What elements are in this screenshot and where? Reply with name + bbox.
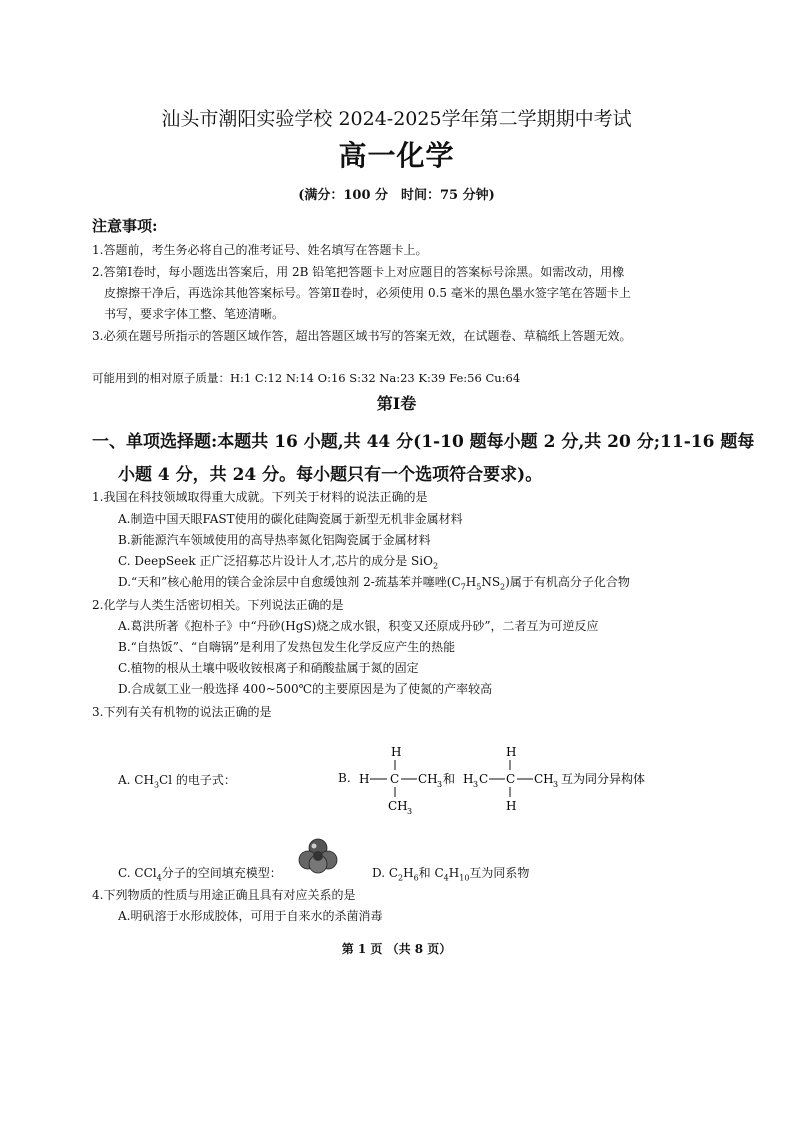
page-footer: 第 1 页 （共 8 页） <box>341 942 452 956</box>
question-1-option-c: C. DeepSeek 正广泛招募芯片设计人才,芯片的成分是 SiO$_2$ <box>118 554 439 571</box>
struct1-right-sub: 3 <box>437 780 443 789</box>
option-b-and: 和 <box>443 772 456 786</box>
struct2-left-sub: 3 <box>473 780 479 789</box>
ccl4-space-filling-model <box>298 838 338 874</box>
struct1-top-h: H <box>391 745 402 759</box>
option-b-rest: 互为同分异构体 <box>561 772 646 786</box>
struct1-center-c: C <box>390 772 400 786</box>
question-2-stem: 2.化学与人类生活密切相关。下列说法正确的是 <box>92 598 344 612</box>
section-heading-line2: 小题 4 分，共 24 分。每小题只有一个选项符合要求)。 <box>118 465 543 485</box>
question-2-option-d: D.合成氨工业一般选择 400~500℃的主要原因是为了使氮的产率较高 <box>118 682 493 696</box>
question-1-option-d: D.“天和”核心舱用的镁合金涂层中自愈缓蚀剂 2-巯基苯并噻唑$(C_7H_5NS_2)$属于有机高分子化合物 <box>118 575 630 592</box>
note-2: 2.答第Ⅰ卷时，每小题选出答案后，用 2B 铅笔把答题卡上对应题目的答案标号涂黑。如需改动，用橡 <box>92 265 625 279</box>
score-time-info: (满分：100 分 时间：75 分钟) <box>298 188 495 203</box>
question-2-option-c: C.植物的根从土壤中吸收铵根离子和硝酸盐属于氮的固定 <box>118 661 419 675</box>
struct1-right-ch: CH <box>418 772 438 786</box>
question-1-stem: 1.我国在科技领域取得重大成就。下列关于材料的说法正确的是 <box>92 490 428 504</box>
question-2-option-b: B.“自热饭”、“自嗨锅”是利用了发热包发生化学反应产生的热能 <box>118 640 456 654</box>
subject-title: 高一化学 <box>338 139 455 172</box>
question-1-option-a: A.制造中国天眼FAST使用的碳化硅陶瓷属于新型无机非金属材料 <box>118 512 463 526</box>
struct1-left-h: H <box>359 772 370 786</box>
struct2-right-sub: 3 <box>553 780 559 789</box>
question-3-option-a: A. $CH_3Cl$ 的电子式： <box>118 773 236 790</box>
struct1-bottom-ch: CH <box>388 799 408 813</box>
notes-heading: 注意事项: <box>92 217 158 235</box>
note-3: 3.必须在题号所指示的答题区域作答，超出答题区域书写的答案无效，在试题卷、草稿纸上答题无效。 <box>92 329 632 343</box>
question-4-option-a: A.明矾溶于水形成胶体，可用于自来水的杀菌消毒 <box>118 909 383 923</box>
question-3-option-d: D. $C_2H_6$和 $C_4H_{10}$互为同系物 <box>372 866 530 883</box>
struct1-bottom-sub: 3 <box>407 807 413 814</box>
struct2-bottom-h: H <box>506 799 517 813</box>
question-2-option-a: A.葛洪所著《抱朴子》中“丹砂(HgS)烧之成水银，积变又还原成丹砂”，二者互为可逆反应 <box>118 619 599 633</box>
volume-heading: 第Ⅰ卷 <box>376 394 417 413</box>
section-heading-line1: 一、单项选择题:本题共 16 小题,共 44 分(1-10 题每小题 2 分,共 20 分;11-16 题每 <box>92 432 755 452</box>
struct2-top-h: H <box>506 745 517 759</box>
question-3-option-c: C. CCl$_4$分子的空间填充模型： <box>118 866 282 883</box>
struct2-left-c: C <box>479 772 489 786</box>
question-4-stem: 4.下列物质的性质与用途正确且具有对应关系的是 <box>92 888 356 902</box>
struct2-center-c: C <box>506 772 516 786</box>
struct2-right-ch: CH <box>534 772 554 786</box>
question-3-option-b-structures <box>355 742 675 814</box>
question-3-option-b-label: B. <box>338 771 351 785</box>
question-1-option-b: B.新能源汽车领域使用的高导热率氮化铝陶瓷属于金属材料 <box>118 533 431 547</box>
exam-title: 汕头市潮阳实验学校 2024-2025学年第二学期期中考试 <box>161 108 632 130</box>
struct2-left-h: H <box>463 772 474 786</box>
note-2-cont: 皮擦擦干净后，再选涂其他答案标号。答第Ⅱ卷时，必须使用 0.5 毫米的黑色墨水签字笔在答题卡上 <box>104 286 631 300</box>
note-1: 1.答题前，考生务必将自己的准考证号、姓名填写在答题卡上。 <box>92 243 428 257</box>
atomic-masses: 可能用到的相对原子质量：H:1 C:12 N:14 O:16 S:32 Na:23 K:39 Fe:56 Cu:64 <box>92 371 521 385</box>
question-3-stem: 3.下列有关有机物的说法正确的是 <box>92 705 272 719</box>
note-2-cont2: 书写，要求字体工整、笔迹清晰。 <box>104 307 285 321</box>
